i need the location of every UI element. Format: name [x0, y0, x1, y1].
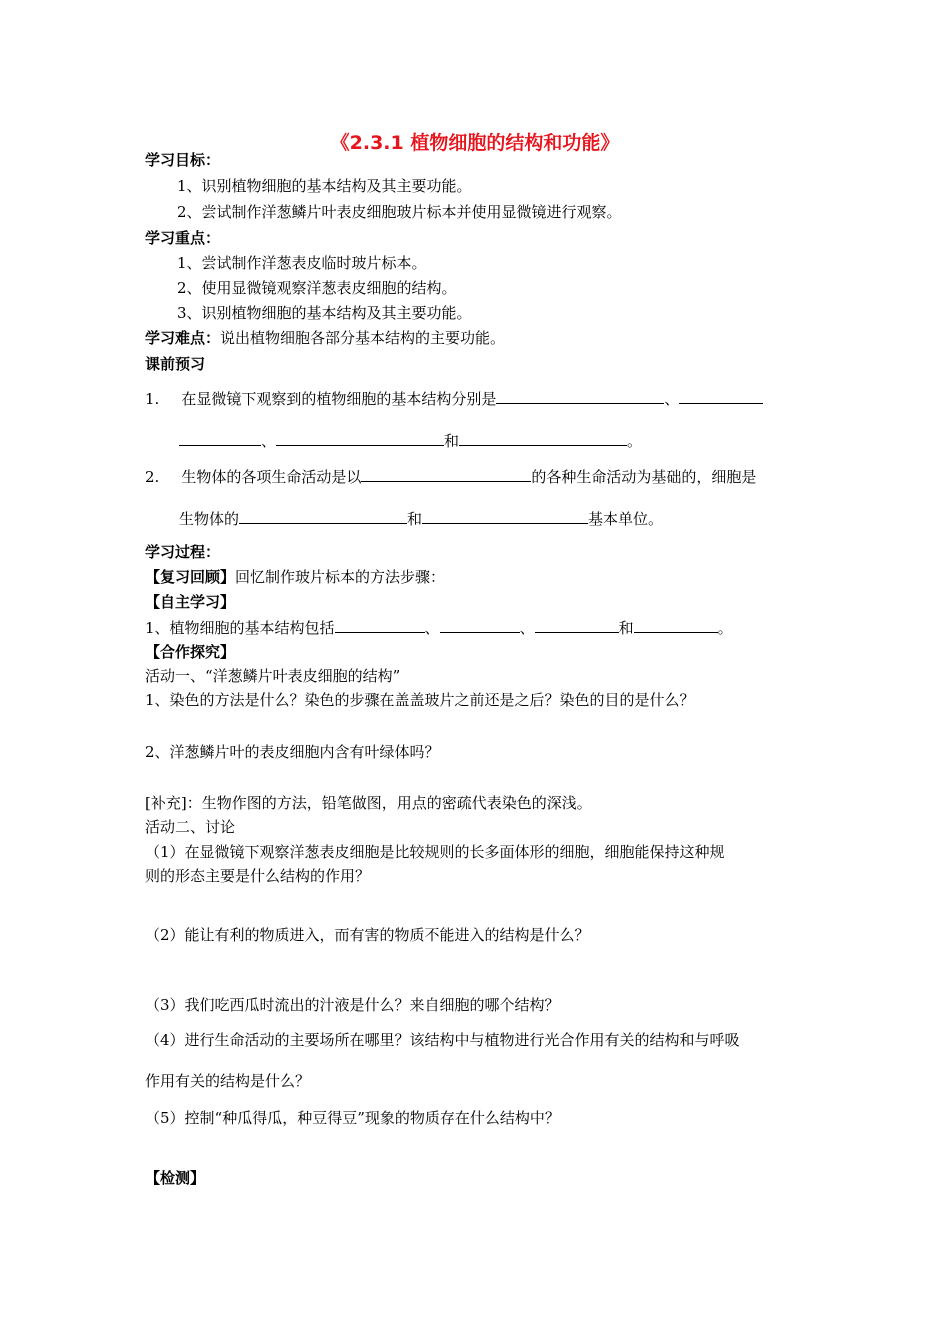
- process-heading: 学习过程：: [145, 543, 221, 561]
- activity-one-question-1: 1、染色的方法是什么？染色的步骤在盖盖玻片之前还是之后？染色的目的是什么？: [145, 691, 695, 709]
- answer-blank[interactable]: [335, 617, 425, 633]
- answer-blank[interactable]: [679, 388, 763, 404]
- supplement-note: [补充]：生物作图的方法，铅笔做图，用点的密疏代表染色的深浅。: [145, 794, 592, 812]
- review-tag: 【复习回顾】: [145, 568, 236, 586]
- q1-and: 和: [444, 432, 460, 450]
- discussion-question-1b: 则的形态主要是什么结构的作用？: [145, 867, 371, 885]
- difficulty-heading: 学习难点：: [145, 329, 221, 347]
- discussion-question-4a: （4）进行生命活动的主要场所在哪里？该结构中与植物进行光合作用有关的结构和与呼吸: [145, 1031, 740, 1049]
- q2-text3: 生物体的: [179, 510, 240, 528]
- discussion-question-5: （5）控制“种瓜得瓜，种豆得豆”现象的物质存在什么结构中？: [145, 1109, 560, 1127]
- test-tag: 【检测】: [145, 1169, 206, 1187]
- q2-and: 和: [407, 510, 423, 528]
- review-line: [145, 567, 445, 587]
- q1-sep: 、: [664, 390, 680, 408]
- self-and: 和: [618, 619, 634, 637]
- preview-q1-line1: [145, 388, 763, 409]
- answer-blank[interactable]: [239, 508, 407, 524]
- q1-text: 在显微镜下观察到的植物细胞的基本结构分别是: [181, 390, 497, 408]
- self-study-question: [145, 617, 733, 638]
- coop-tag: 【合作探究】: [145, 643, 236, 661]
- discussion-question-4b: 作用有关的结构是什么？: [145, 1072, 311, 1090]
- discussion-question-1a: （1）在显微镜下观察洋葱表皮细胞是比较规则的长多面体形的细胞，细胞能保持这种规: [145, 843, 725, 861]
- answer-blank[interactable]: [459, 430, 627, 446]
- q2-text2: 的各种生命活动为基础的，细胞是: [531, 468, 757, 486]
- objective-item: 2、尝试制作洋葱鳞片叶表皮细胞玻片标本并使用显微镜进行观察。: [177, 203, 622, 221]
- q1-number: 1.: [145, 390, 160, 408]
- self-end: 。: [717, 619, 733, 637]
- answer-blank[interactable]: [496, 388, 664, 404]
- activity-one-question-2: 2、洋葱鳞片叶的表皮细胞内含有叶绿体吗？: [145, 743, 440, 761]
- q1-sep: 、: [261, 432, 277, 450]
- page-title: 《2.3.1 植物细胞的结构和功能》: [330, 132, 620, 154]
- answer-blank[interactable]: [276, 430, 444, 446]
- answer-blank[interactable]: [535, 617, 619, 633]
- keypoint-item: 3、识别植物细胞的基本结构及其主要功能。: [177, 304, 472, 322]
- review-text: 回忆制作玻片标本的方法步骤：: [235, 568, 446, 586]
- answer-blank[interactable]: [634, 617, 718, 633]
- self-study-tag: 【自主学习】: [145, 593, 236, 611]
- answer-blank[interactable]: [179, 430, 261, 446]
- preview-heading: 课前预习: [145, 355, 206, 373]
- difficulty-text: 说出植物细胞各部分基本结构的主要功能。: [220, 329, 506, 347]
- preview-q2-line2: [179, 508, 663, 529]
- keypoint-item: 2、使用显微镜观察洋葱表皮细胞的结构。: [177, 279, 457, 297]
- discussion-question-3: （3）我们吃西瓜时流出的汁液是什么？来自细胞的哪个结构？: [145, 996, 560, 1014]
- self-question-text: 1、植物细胞的基本结构包括: [145, 619, 335, 637]
- self-sep: 、: [424, 619, 440, 637]
- q2-end: 基本单位。: [588, 510, 664, 528]
- difficulty-line: [145, 328, 505, 348]
- activity-one-title: 活动一、“洋葱鳞片叶表皮细胞的结构”: [145, 667, 401, 685]
- answer-blank[interactable]: [440, 617, 520, 633]
- keypoint-item: 1、尝试制作洋葱表皮临时玻片标本。: [177, 254, 427, 272]
- q2-number: 2.: [145, 468, 160, 486]
- answer-blank[interactable]: [422, 508, 588, 524]
- keypoints-heading: 学习重点：: [145, 229, 221, 247]
- q1-end: 。: [627, 432, 643, 450]
- objective-item: 1、识别植物细胞的基本结构及其主要功能。: [177, 177, 472, 195]
- objectives-heading: 学习目标：: [145, 151, 221, 169]
- self-sep: 、: [519, 619, 535, 637]
- q2-text1: 生物体的各项生命活动是以: [181, 468, 362, 486]
- discussion-question-2: （2）能让有利的物质进入，而有害的物质不能进入的结构是什么？: [145, 926, 590, 944]
- activity-two-title: 活动二、讨论: [145, 818, 236, 836]
- preview-q2-line1: [145, 466, 756, 487]
- preview-q1-line2: [179, 430, 642, 451]
- answer-blank[interactable]: [361, 466, 531, 482]
